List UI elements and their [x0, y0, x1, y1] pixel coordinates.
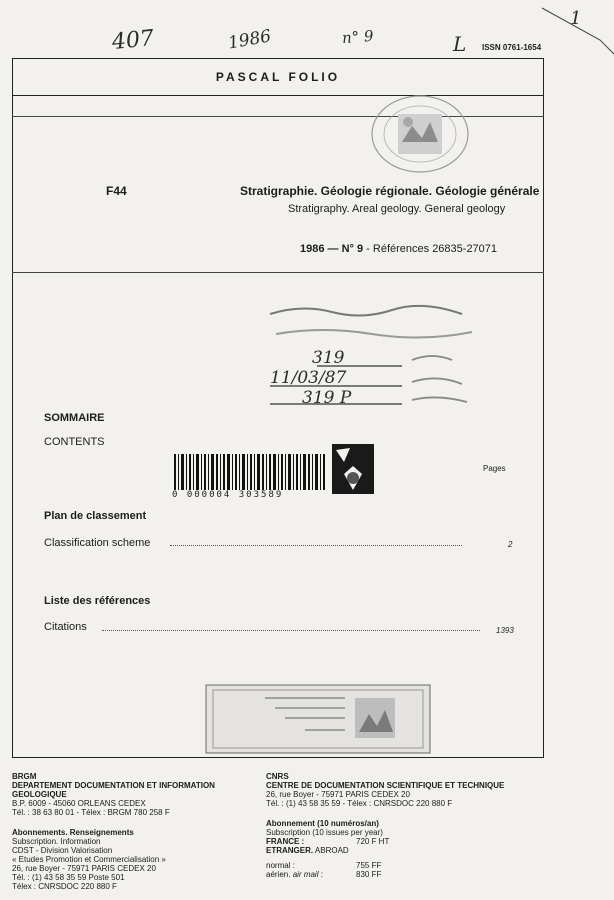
corner-fold-line — [540, 0, 614, 60]
barcode — [172, 454, 328, 490]
stamp-number-2: 319 P — [302, 388, 352, 408]
france-label: FRANCE : — [266, 837, 305, 846]
contents-item-title-en: Classification scheme — [44, 537, 151, 549]
stamp-date: 11/03/87 — [270, 368, 347, 388]
cdst-line: Tél. : (1) 43 58 35 59 Poste 501 — [12, 873, 125, 882]
sommaire-heading: SOMMAIRE — [44, 412, 105, 424]
france-price: 720 F HT — [356, 837, 390, 846]
footer-dept: CENTRE DE DOCUMENTATION SCIENTIFIQUE ET TECHNIQUE — [266, 781, 505, 790]
leader-dots — [170, 545, 462, 546]
cdst-line: CDST - Division Valorisation — [12, 846, 113, 855]
price-row — [266, 870, 546, 879]
footer-dept: DEPARTEMENT DOCUMENTATION ET INFORMATION GEOLOGIQUE — [12, 781, 215, 799]
footer-phone: Tél. : (1) 43 58 35 59 - Télex : CNRSDOC 220 880 F — [266, 799, 453, 808]
air-en: air mail — [290, 870, 319, 879]
contents-item-page: 1393 — [496, 626, 514, 635]
subscription-heading-en: Subscription. Information — [12, 837, 101, 846]
contents-item-title-en: Citations — [44, 621, 87, 633]
etranger-en: ABROAD — [313, 846, 349, 855]
footer-left — [12, 772, 262, 891]
issue-reference — [300, 243, 497, 255]
footer-address: 26, rue Boyer - 75971 PARIS CEDEX 20 — [266, 790, 410, 799]
section-title-en: Stratigraphy. Areal geology. General geology — [288, 203, 506, 215]
air-price: 830 FF — [356, 870, 382, 879]
handwritten-corner-mark: 1 — [570, 8, 582, 29]
price-row — [266, 861, 546, 870]
handwritten-year: 1986 — [226, 26, 273, 54]
section-code: F44 — [106, 184, 127, 198]
stamp-lines — [262, 300, 482, 410]
abonnement-heading-en: Subscription (10 issues per year) — [266, 828, 383, 837]
contents-item-title-fr: Plan de classement — [44, 510, 147, 522]
handwritten-mark: L — [453, 32, 467, 56]
footer-org: BRGM — [12, 772, 37, 781]
subscription-heading: Abonnements. Renseignements — [12, 828, 134, 837]
barcode-number: 0 000004 303589 — [172, 490, 284, 500]
handwritten-issue: n° 9 — [341, 26, 375, 48]
footer-phone: Tél. : 38 63 80 01 - Télex : BRGM 780 258 F — [12, 808, 170, 817]
stamp-number-1: 319 — [312, 348, 345, 368]
normal-price: 755 FF — [356, 861, 382, 870]
pages-label: Pages — [483, 464, 506, 473]
normal-label: normal : — [266, 861, 295, 870]
cdst-line: 26, rue Boyer - 75971 PARIS CEDEX 20 — [12, 864, 156, 873]
cdst-line: Télex : CNRSDOC 220 880 F — [12, 882, 117, 891]
etranger-row — [266, 846, 546, 855]
price-row — [266, 837, 546, 846]
air-colon: : — [318, 870, 323, 879]
publisher-logo — [332, 444, 374, 494]
library-registration-stamp — [262, 300, 482, 410]
air-label: aérien. — [266, 870, 291, 879]
contents-heading: CONTENTS — [44, 436, 105, 448]
issn: ISSN 0761-1654 — [482, 43, 542, 52]
etranger-label: ETRANGER. — [266, 846, 314, 855]
library-rectangular-stamp — [205, 684, 431, 754]
leader-dots — [102, 630, 480, 631]
header-band — [12, 58, 544, 96]
abonnement-heading: Abonnement (10 numéros/an) — [266, 819, 379, 828]
footer-right — [266, 772, 546, 879]
contents-item-page: 2 — [508, 540, 513, 549]
handwritten-number: 407 — [110, 25, 156, 56]
section-title-fr: Stratigraphie. Géologie régionale. Géologie générale — [240, 184, 540, 198]
library-round-stamp — [368, 92, 472, 176]
page-title: PASCAL FOLIO — [215, 69, 341, 84]
issue-references: - Références 26835-27071 — [363, 243, 498, 255]
footer-address: B.P. 6009 - 45060 ORLEANS CEDEX — [12, 799, 146, 808]
contents-item-title-fr: Liste des références — [44, 595, 151, 607]
divider — [12, 272, 544, 273]
issue-year-number: 1986 — N° 9 — [300, 243, 364, 255]
footer-org: CNRS — [266, 772, 289, 781]
cdst-line: « Etudes Promotion et Commercialisation » — [12, 855, 166, 864]
